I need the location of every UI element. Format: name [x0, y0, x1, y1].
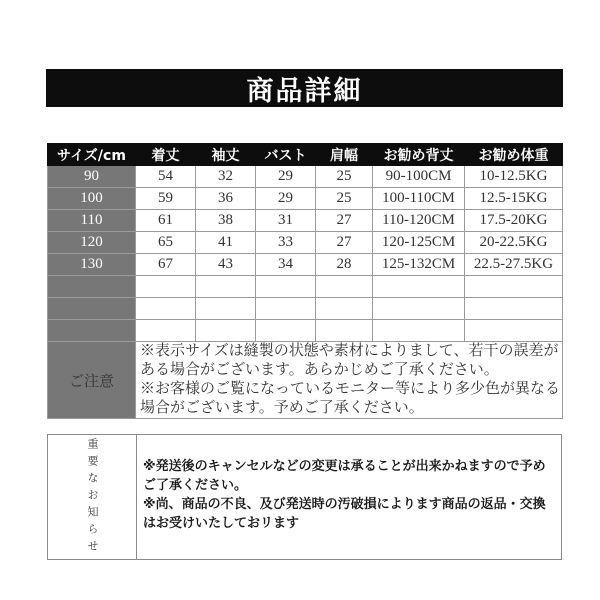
table-cell: 120-125CM — [373, 232, 465, 254]
empty-cell — [136, 298, 196, 320]
empty-cell — [373, 298, 465, 320]
table-cell: 20-22.5KG — [465, 232, 563, 254]
table-cell: 36 — [196, 188, 256, 210]
empty-cell — [196, 320, 256, 342]
empty-cell — [196, 298, 256, 320]
empty-cell — [465, 298, 563, 320]
notes-row — [48, 342, 563, 419]
table-cell: 54 — [136, 166, 196, 188]
size-cell: 90 — [48, 166, 136, 188]
table-cell: 25 — [316, 166, 373, 188]
table-row — [48, 232, 563, 254]
empty-cell — [256, 298, 316, 320]
table-row — [48, 166, 563, 188]
table-cell: 32 — [196, 166, 256, 188]
table-row — [48, 188, 563, 210]
header-length: 着丈 — [136, 144, 196, 166]
table-cell: 17.5-20KG — [465, 210, 563, 232]
important-notice — [47, 434, 562, 560]
header-size: サイズ/cm — [48, 144, 136, 166]
empty-size-cell — [48, 298, 136, 320]
size-cell: 100 — [48, 188, 136, 210]
empty-cell — [256, 320, 316, 342]
empty-cell — [465, 320, 563, 342]
notice-body — [137, 435, 561, 559]
header-height: お勧め背丈 — [373, 144, 465, 166]
empty-cell — [373, 276, 465, 298]
table-cell: 65 — [136, 232, 196, 254]
notice-label-cell — [48, 435, 137, 559]
header-sleeve: 袖丈 — [196, 144, 256, 166]
table-cell: 100-110CM — [373, 188, 465, 210]
table-row — [48, 210, 563, 232]
table-cell: 27 — [316, 210, 373, 232]
empty-cell — [136, 320, 196, 342]
empty-cell — [373, 320, 465, 342]
table-cell: 34 — [256, 254, 316, 276]
table-cell: 67 — [136, 254, 196, 276]
notice-line-2: ※尚、商品の不良、及び発送時の汚破損によります商品の返品・交換はお受けいたしておリます — [143, 497, 546, 531]
table-cell: 28 — [316, 254, 373, 276]
notice-label: 重要なお知らせ — [86, 437, 99, 557]
empty-cell — [196, 276, 256, 298]
notes-line-2: ※お客様のご覧になっているモニター等により多少色が異なる場合がございます。予めご了承ください。 — [140, 381, 561, 416]
empty-cell — [465, 276, 563, 298]
table-cell: 61 — [136, 210, 196, 232]
empty-row — [48, 276, 563, 298]
empty-cell — [316, 320, 373, 342]
table-cell: 59 — [136, 188, 196, 210]
header-weight: お勧め体重 — [465, 144, 563, 166]
table-cell: 27 — [316, 232, 373, 254]
table-cell: 90-100CM — [373, 166, 465, 188]
notes-label: ご注意 — [48, 342, 136, 419]
size-table-header — [48, 144, 563, 166]
empty-row — [48, 320, 563, 342]
header-shoulder: 肩幅 — [316, 144, 373, 166]
table-cell: 110-120CM — [373, 210, 465, 232]
page-title: 商品詳細 — [46, 69, 563, 107]
notice-line-1: ※発送後のキャンセルなどの変更は承ることが出来かねますので予めご了承ください。 — [143, 459, 546, 493]
table-cell: 43 — [196, 254, 256, 276]
empty-cell — [256, 276, 316, 298]
table-cell: 12.5-15KG — [465, 188, 563, 210]
empty-size-cell — [48, 276, 136, 298]
table-cell: 10-12.5KG — [465, 166, 563, 188]
table-cell: 33 — [256, 232, 316, 254]
size-cell: 110 — [48, 210, 136, 232]
table-cell: 31 — [256, 210, 316, 232]
empty-cell — [136, 276, 196, 298]
empty-cell — [316, 298, 373, 320]
empty-row — [48, 298, 563, 320]
size-cell: 130 — [48, 254, 136, 276]
table-cell: 22.5-27.5KG — [465, 254, 563, 276]
header-bust: バスト — [256, 144, 316, 166]
table-cell: 29 — [256, 166, 316, 188]
empty-cell — [316, 276, 373, 298]
table-cell: 25 — [316, 188, 373, 210]
table-cell: 125-132CM — [373, 254, 465, 276]
table-cell: 38 — [196, 210, 256, 232]
empty-size-cell — [48, 320, 136, 342]
size-table — [47, 143, 563, 419]
notes-line-1: ※表示サイズは縫製の状態や素材によりまして、若干の誤差がある場合がございます。あらかじめご了承ください。 — [140, 343, 559, 378]
table-row — [48, 254, 563, 276]
size-cell: 120 — [48, 232, 136, 254]
table-cell: 41 — [196, 232, 256, 254]
table-cell: 29 — [256, 188, 316, 210]
notes-body — [136, 342, 563, 419]
